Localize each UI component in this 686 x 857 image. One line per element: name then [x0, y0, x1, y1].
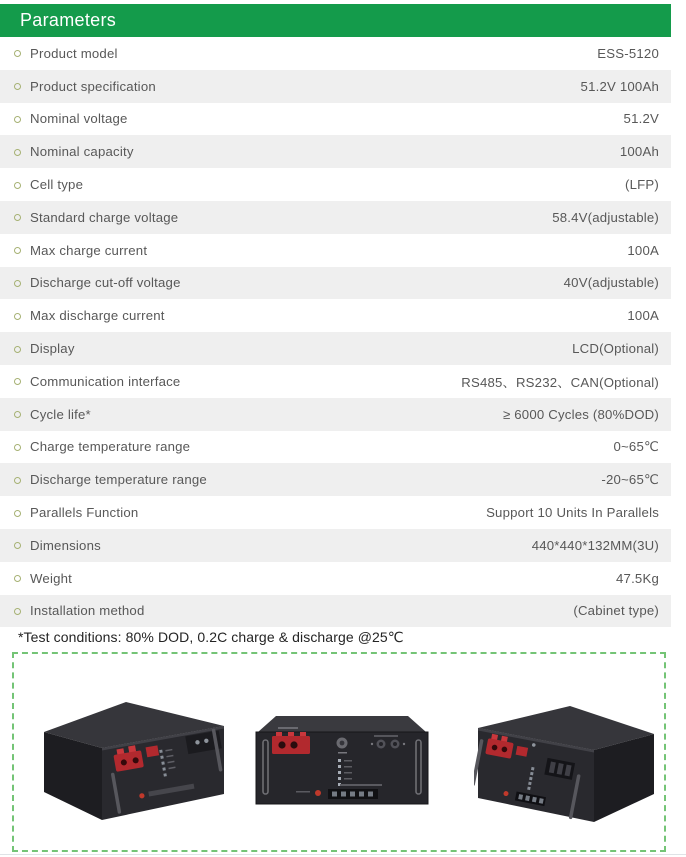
param-label: Weight — [30, 570, 73, 586]
table-row — [0, 463, 671, 496]
table-row — [0, 595, 671, 628]
table-row — [0, 201, 671, 234]
table-row — [0, 234, 671, 267]
param-value: LCD(Optional) — [572, 341, 659, 357]
bullet-icon — [14, 575, 21, 582]
bullet-icon — [14, 247, 21, 254]
table-row — [0, 103, 671, 136]
bullet-icon — [14, 510, 21, 517]
bullet-icon — [14, 346, 21, 353]
table-row — [0, 168, 671, 201]
param-label: Communication interface — [30, 373, 181, 389]
param-label: Display — [30, 341, 75, 357]
param-value: 0~65℃ — [613, 438, 659, 454]
param-label: Dimensions — [30, 537, 101, 553]
product-gallery — [12, 652, 666, 852]
param-value: ESS-5120 — [597, 45, 659, 61]
param-label: Discharge temperature range — [30, 472, 207, 488]
param-value: RS485、RS232、CAN(Optional) — [461, 374, 659, 390]
bullet-icon — [14, 313, 21, 320]
bullet-icon — [14, 83, 21, 90]
bullet-icon — [14, 214, 21, 221]
param-value: 47.5Kg — [616, 570, 659, 586]
param-value: Support 10 Units In Parallels — [486, 505, 659, 521]
table-row — [0, 267, 671, 300]
param-value: 100Ah — [619, 144, 659, 160]
param-value: (Cabinet type) — [573, 603, 659, 619]
param-value: 51.2V — [623, 111, 659, 127]
table-row — [0, 332, 671, 365]
param-value: 51.2V 100Ah — [580, 78, 659, 94]
param-value: 440*440*132MM(3U) — [531, 537, 659, 553]
page-title: Parameters — [20, 10, 117, 30]
param-label: Parallels Function — [30, 505, 139, 521]
param-value: 100A — [627, 308, 659, 324]
table-row — [0, 431, 671, 464]
bullet-icon — [14, 149, 21, 156]
param-value: -20~65℃ — [601, 471, 659, 487]
battery-angled-right-view — [474, 698, 660, 824]
param-label: Cycle life* — [30, 406, 91, 422]
bullet-icon — [14, 182, 21, 189]
bullet-icon — [14, 116, 21, 123]
param-label: Installation method — [30, 603, 145, 619]
bullet-icon — [14, 542, 21, 549]
bullet-icon — [14, 50, 21, 57]
table-row — [0, 529, 671, 562]
parameters-header-bar — [0, 4, 671, 37]
bullet-icon — [14, 411, 21, 418]
param-label: Discharge cut-off voltage — [30, 275, 181, 291]
battery-front-view — [254, 712, 430, 808]
param-label: Product model — [30, 45, 118, 61]
param-value: 100A — [627, 242, 659, 258]
bullet-icon — [14, 280, 21, 287]
table-row — [0, 37, 671, 70]
parameter-rows — [0, 37, 671, 627]
param-label: Cell type — [30, 177, 84, 193]
table-row — [0, 299, 671, 332]
test-conditions-footnote: *Test conditions: 80% DOD, 0.2C charge & discharge @25℃ — [18, 629, 404, 645]
param-label: Max discharge current — [30, 308, 165, 324]
param-value: 58.4V(adjustable) — [552, 209, 659, 225]
bullet-icon — [14, 444, 21, 451]
param-value: ≥ 6000 Cycles (80%DOD) — [502, 406, 659, 422]
param-label: Charge temperature range — [30, 439, 191, 455]
param-label: Product specification — [30, 78, 156, 94]
param-label: Nominal capacity — [30, 144, 134, 160]
bullet-icon — [14, 477, 21, 484]
bullet-icon — [14, 608, 21, 615]
param-label: Max charge current — [30, 242, 148, 258]
param-label: Nominal voltage — [30, 111, 128, 127]
battery-angled-left-view — [38, 694, 230, 822]
table-row — [0, 135, 671, 168]
param-value: (LFP) — [625, 177, 659, 193]
param-label: Standard charge voltage — [30, 209, 179, 225]
param-value: 40V(adjustable) — [563, 275, 659, 291]
table-row — [0, 496, 671, 529]
table-row — [0, 562, 671, 595]
page-bottom-divider — [0, 854, 686, 855]
table-row — [0, 365, 671, 398]
table-row — [0, 398, 671, 431]
table-row — [0, 70, 671, 103]
bullet-icon — [14, 378, 21, 385]
